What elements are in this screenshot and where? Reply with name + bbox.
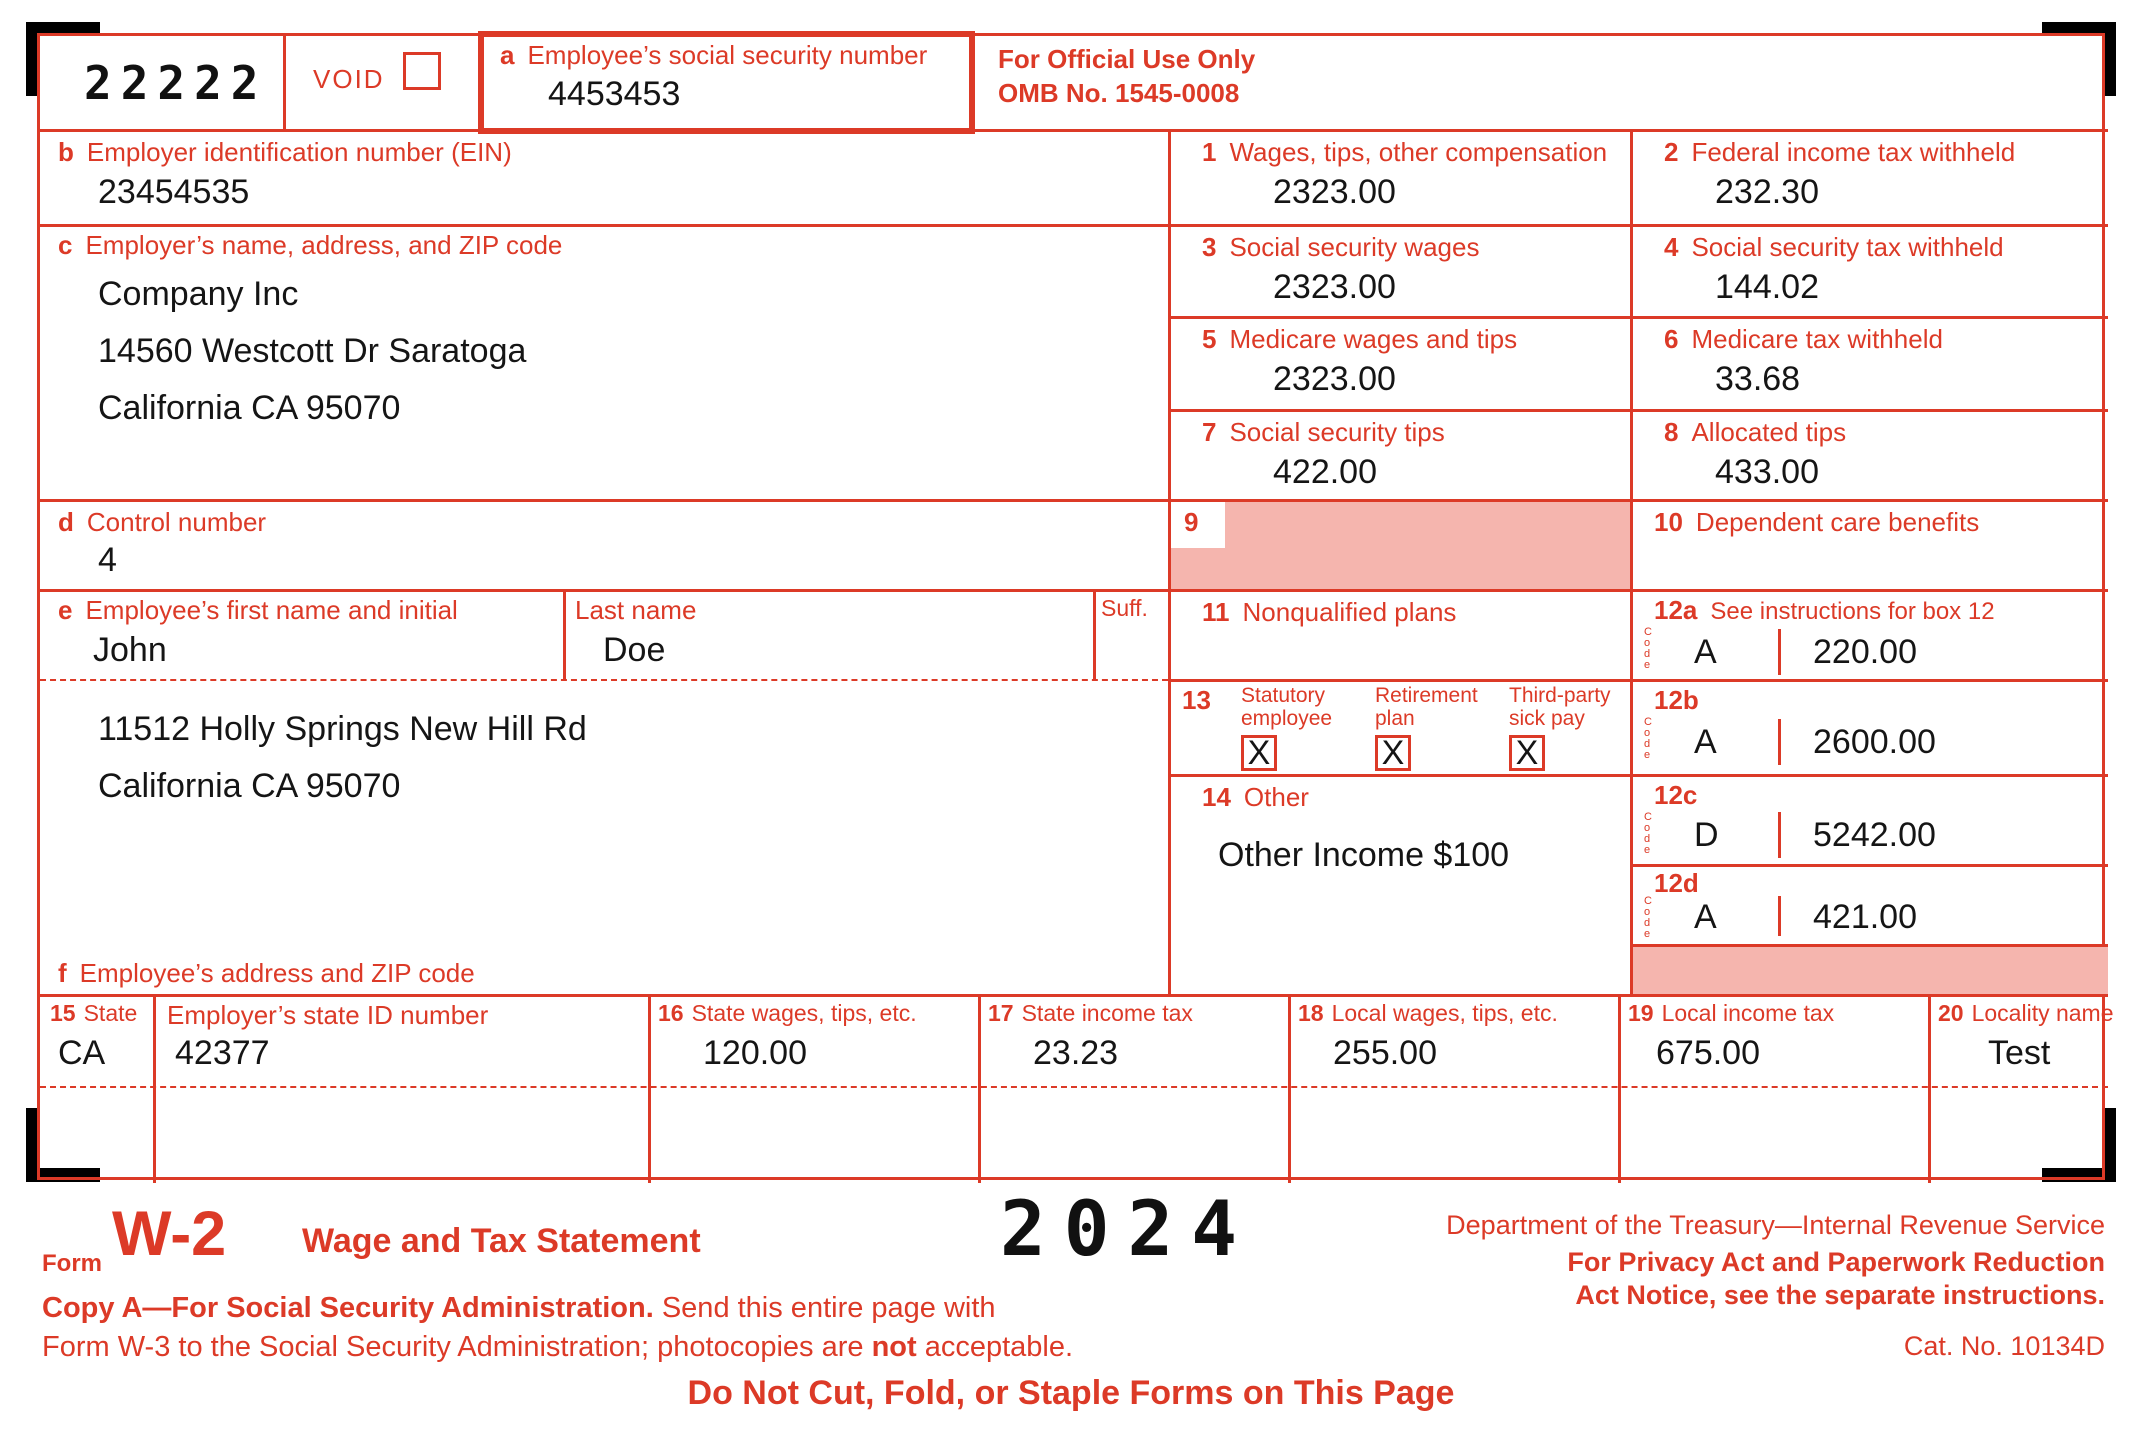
grid-line — [1778, 629, 1781, 675]
privacy-notice — [1567, 1246, 2105, 1312]
box-7-value: 422.00 — [1273, 453, 1377, 491]
grid-line — [40, 1086, 2108, 1088]
box-15-label: 15 State — [50, 1000, 138, 1026]
box-6 — [1630, 316, 2108, 409]
box-4-label: 4 Social security tax withheld — [1664, 232, 2004, 262]
box-1-value: 2323.00 — [1273, 173, 1396, 211]
box-10 — [1630, 499, 2108, 589]
suffix-label: Suff. — [1101, 595, 1148, 621]
box-5 — [1168, 316, 1630, 409]
form-word: Form — [42, 1250, 102, 1277]
not-acceptable-bold: not — [871, 1331, 917, 1363]
box-c-label: c Employer’s name, address, and ZIP code — [58, 230, 563, 260]
retirement-plan-mark: X — [1381, 734, 1405, 772]
box-12b-code: A — [1694, 723, 1717, 761]
box-4-value: 144.02 — [1715, 268, 1819, 306]
box-20 — [1928, 994, 2114, 1086]
ssn-value: 4453453 — [548, 75, 681, 113]
box-18-label: 18 Local wages, tips, etc. — [1298, 1000, 1558, 1026]
box-12d — [1630, 864, 2108, 944]
box-1-label: 1 Wages, tips, other compensation — [1202, 137, 1608, 167]
first-name-value: John — [93, 631, 167, 669]
box-f-label: f Employee’s address and ZIP code — [58, 958, 475, 988]
box-12d-value: 421.00 — [1813, 898, 1917, 936]
box-17-label: 17 State income tax — [988, 1000, 1193, 1026]
box-8-label: 8 Allocated tips — [1664, 417, 1847, 447]
official-use-label: For Official Use Only — [998, 44, 1256, 74]
box-2 — [1630, 129, 2108, 224]
last-name-label: Last name — [575, 595, 697, 625]
box-12a-code: A — [1694, 633, 1717, 671]
grid-line — [1778, 896, 1781, 936]
box-12a — [1630, 589, 2108, 679]
retirement-plan-label: Retirement plan — [1375, 684, 1478, 730]
box-20-value: Test — [1988, 1034, 2051, 1072]
form-number: W-2 — [112, 1199, 227, 1269]
statutory-employee-label: Statutory employee — [1241, 684, 1333, 730]
box-15-state-id — [153, 994, 648, 1086]
ein-value: 23454535 — [98, 173, 250, 211]
box-12b — [1630, 679, 2108, 774]
box-d-label: d Control number — [58, 507, 267, 537]
employer-address-line2: California CA 95070 — [98, 389, 401, 427]
box-6-label: 6 Medicare tax withheld — [1664, 324, 1943, 354]
box-12c-label: 12c — [1654, 780, 1698, 810]
box-12b-code-caption: Code — [1644, 716, 1652, 761]
catalog-number: Cat. No. 10134D — [1903, 1331, 2105, 1361]
box-1 — [1168, 129, 1630, 224]
box-19 — [1618, 994, 1928, 1086]
grid-line — [1778, 812, 1781, 858]
state-value: CA — [58, 1034, 106, 1072]
void-cell — [283, 36, 478, 129]
box-e-last-name — [563, 589, 1093, 679]
employee-address-lines — [98, 701, 587, 815]
box-16-value: 120.00 — [703, 1034, 807, 1072]
box-12d-code: A — [1694, 898, 1717, 936]
employer-name-address — [98, 266, 526, 437]
employer-address-line1: 14560 Westcott Dr Saratoga — [98, 332, 527, 370]
box-f-address-label — [40, 956, 1168, 994]
box-e-first-name — [40, 589, 563, 679]
box-12a-code-caption: Code — [1644, 626, 1652, 671]
w2-form-grid — [37, 33, 2114, 1180]
box-13-label: 13 — [1182, 685, 1211, 715]
grid-line — [1630, 944, 2108, 947]
box-2-label: 2 Federal income tax withheld — [1664, 137, 2016, 167]
box-3 — [1168, 224, 1630, 316]
box-14-value: Other Income $100 — [1218, 836, 1510, 874]
box-d-control-number — [40, 499, 1168, 589]
box-19-label: 19 Local income tax — [1628, 1000, 1835, 1026]
box-10-label: 10 Dependent care benefits — [1654, 507, 1980, 537]
box-b-ein — [40, 129, 1168, 224]
box-e-label: e Employee’s first name and initial — [58, 595, 458, 625]
box-12a-label: 12a See instructions for box 12 — [1654, 595, 1995, 625]
grid-line — [1778, 719, 1781, 765]
box-8 — [1630, 409, 2108, 499]
employer-name: Company Inc — [98, 275, 299, 313]
box-6-value: 33.68 — [1715, 360, 1801, 398]
employee-address-line1: 11512 Holly Springs New Hill Rd — [98, 710, 587, 748]
box-12c-code: D — [1694, 816, 1719, 854]
employee-address-line2: California CA 95070 — [98, 767, 401, 805]
box-18 — [1288, 994, 1618, 1086]
box-7-label: 7 Social security tips — [1202, 417, 1445, 447]
box-18-value: 255.00 — [1333, 1034, 1437, 1072]
form-code-cell — [40, 36, 283, 129]
box-3-value: 2323.00 — [1273, 268, 1396, 306]
department-line: Department of the Treasury—Internal Revenue Service — [1446, 1210, 2105, 1240]
retirement-plan-checkbox[interactable] — [1375, 735, 1411, 771]
box-7 — [1168, 409, 1630, 499]
privacy-line-2: Act Notice, see the separate instructions. — [1575, 1280, 2105, 1310]
box-b-label: b Employer identification number (EIN) — [58, 137, 512, 167]
box-a-letter: a — [500, 40, 515, 70]
third-party-sick-pay-checkbox[interactable] — [1509, 735, 1545, 771]
statutory-employee-group — [1241, 684, 1353, 771]
box-12d-label: 12d — [1654, 868, 1699, 898]
box-13 — [1168, 679, 1630, 774]
box-15-state — [40, 994, 153, 1086]
box-8-value: 433.00 — [1715, 453, 1819, 491]
box-2-value: 232.30 — [1715, 173, 1819, 211]
box-19-value: 675.00 — [1656, 1034, 1760, 1072]
box-12-bottom-shading — [1633, 947, 2108, 994]
box-12c-code-caption: Code — [1644, 811, 1652, 856]
box-12c-value: 5242.00 — [1813, 816, 1936, 854]
copy-a-bold: Copy A—For Social Security Administration. — [42, 1292, 654, 1324]
box-a-label: a Employee’s social security number — [500, 40, 928, 70]
do-not-cut-warning: Do Not Cut, Fold, or Staple Forms on This Page — [687, 1374, 1455, 1412]
state-id-label: Employer’s state ID number — [167, 1000, 489, 1030]
void-label: VOID — [313, 64, 385, 94]
box-c-employer — [40, 224, 1168, 499]
box-9 — [1168, 499, 1630, 589]
box-3-label: 3 Social security wages — [1202, 232, 1480, 262]
retirement-plan-group — [1375, 684, 1487, 771]
void-checkbox[interactable] — [403, 52, 441, 90]
box-17 — [978, 994, 1288, 1086]
form-title: Wage and Tax Statement — [302, 1222, 701, 1260]
employee-address-block — [40, 679, 1168, 956]
box-12d-code-caption: Code — [1644, 895, 1652, 940]
statutory-employee-mark: X — [1247, 734, 1271, 772]
privacy-line-1: For Privacy Act and Paperwork Reduction — [1567, 1247, 2105, 1277]
box-e-suffix — [1093, 589, 1168, 679]
box-12c — [1630, 774, 2108, 864]
box-16-label: 16 State wages, tips, etc. — [658, 1000, 917, 1026]
box-12b-value: 2600.00 — [1813, 723, 1936, 761]
box-11 — [1168, 589, 1630, 679]
third-party-sick-pay-label: Third-party sick pay — [1509, 684, 1611, 730]
third-party-sick-pay-mark: X — [1515, 734, 1539, 772]
official-use-cell — [973, 36, 2108, 129]
box-5-value: 2323.00 — [1273, 360, 1396, 398]
box-12b-label: 12b — [1654, 685, 1699, 715]
copy-a-instructions-line2: Form W-3 to the Social Security Administration; photocopies are not acceptable. — [42, 1331, 1074, 1363]
state-id-value: 42377 — [175, 1034, 270, 1072]
box-5-label: 5 Medicare wages and tips — [1202, 324, 1518, 354]
box-16 — [648, 994, 978, 1086]
box-14-label: 14 Other — [1202, 782, 1309, 812]
box-14 — [1168, 774, 1630, 994]
third-party-sick-pay-group — [1509, 684, 1621, 771]
last-name-value: Doe — [603, 631, 666, 669]
statutory-employee-checkbox[interactable] — [1241, 735, 1277, 771]
box-a-ssn — [478, 31, 975, 134]
box-12a-value: 220.00 — [1813, 633, 1917, 671]
omb-number: OMB No. 1545-0008 — [998, 78, 1240, 108]
copy-a-instructions-line1: Copy A—For Social Security Administration. Send this entire page with — [42, 1292, 996, 1324]
box-17-value: 23.23 — [1033, 1034, 1119, 1072]
box-4 — [1630, 224, 2108, 316]
box-11-label: 11 Nonqualified plans — [1202, 597, 1457, 627]
form-code: 22222 — [84, 56, 268, 110]
box-9-label: 9 — [1184, 507, 1199, 537]
tax-year: 2024 — [1000, 1184, 1256, 1273]
box-20-label: 20 Locality name — [1938, 1000, 2114, 1026]
control-number-value: 4 — [98, 541, 117, 579]
